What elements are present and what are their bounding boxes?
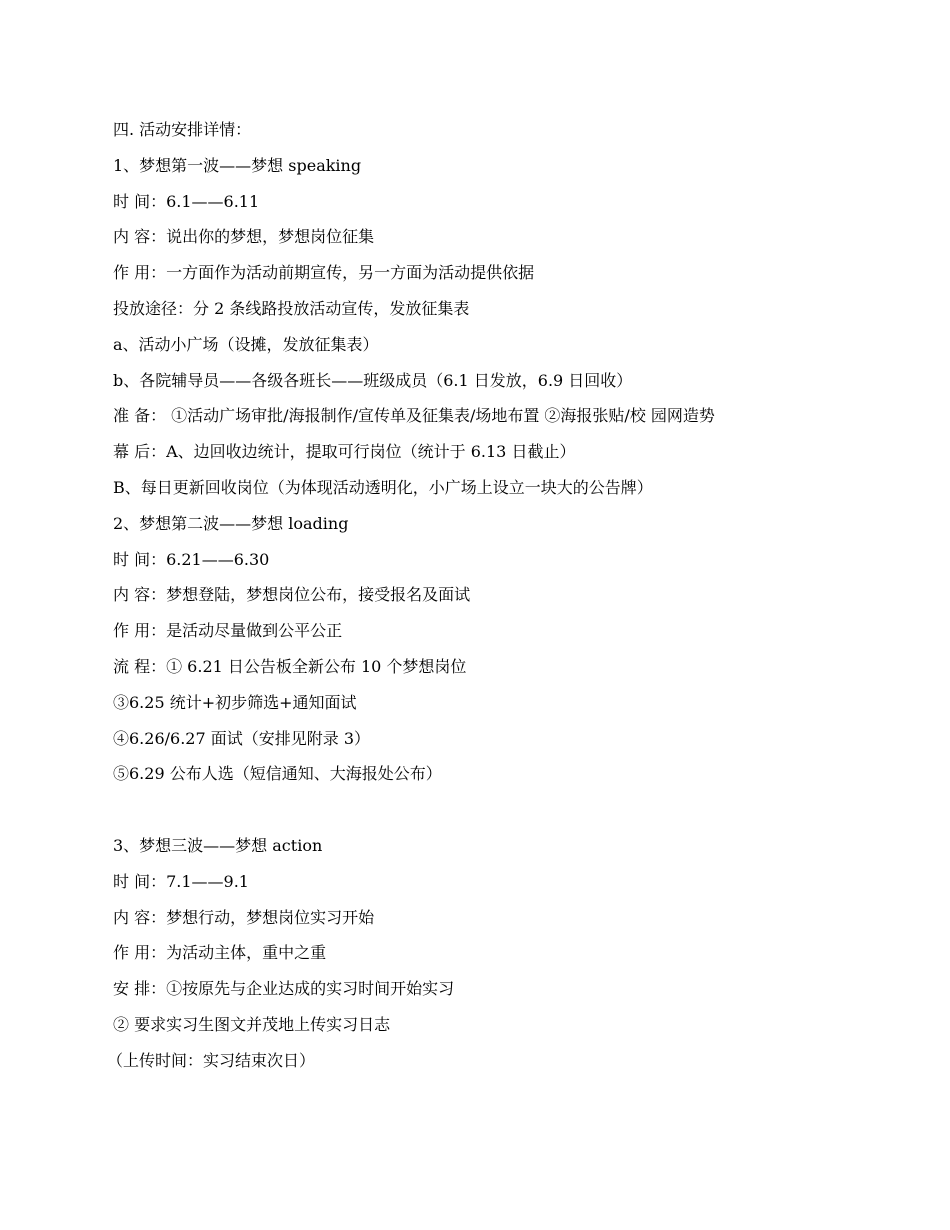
phase-2-time: 时 间：6.21——6.30 bbox=[113, 549, 270, 569]
phase-2-process-1: 流 程：① 6.21 日公告板全新公布 10 个梦想岗位 bbox=[113, 656, 467, 676]
phase-1-backstage-b: B、每日更新回收岗位（为体现活动透明化，小广场上设立一块大的公告牌） bbox=[113, 477, 653, 497]
phase-1-content: 内 容：说出你的梦想，梦想岗位征集 bbox=[113, 227, 375, 247]
phase-2-title: 2、梦想第二波——梦想 loading bbox=[113, 513, 349, 533]
phase-1-time: 时 间：6.1——6.11 bbox=[113, 191, 260, 211]
phase-1-purpose: 作 用：一方面作为活动前期宣传，另一方面为活动提供依据 bbox=[113, 263, 535, 283]
blank-line bbox=[113, 792, 913, 828]
phase-2-process-5: ⑤6.29 公布人选（短信通知、大海报处公布） bbox=[113, 764, 442, 784]
phase-3-content: 内 容：梦想行动，梦想岗位实习开始 bbox=[113, 907, 375, 927]
phase-3-upload-time: （上传时间：实习结束次日） bbox=[107, 1050, 316, 1070]
document-body bbox=[107, 112, 913, 1079]
phase-2-process-3: ③6.25 统计+初步筛选+通知面试 bbox=[113, 692, 357, 712]
phase-1-title: 1、梦想第一波——梦想 speaking bbox=[113, 155, 362, 175]
phase-3-title: 3、梦想三波——梦想 action bbox=[113, 835, 323, 855]
phase-1-channel-a: a、活动小广场（设摊，发放征集表） bbox=[113, 334, 379, 354]
phase-2-purpose: 作 用：是活动尽量做到公平公正 bbox=[113, 621, 343, 641]
phase-1-channel-b: b、各院辅导员——各级各班长——班级成员（6.1 日发放，6.9 日回收） bbox=[113, 370, 633, 390]
section-heading: 四. 活动安排详情： bbox=[113, 120, 252, 139]
phase-3-purpose: 作 用：为活动主体，重中之重 bbox=[113, 943, 327, 963]
phase-1-backstage-a: 幕 后：A、边回收边统计，提取可行岗位（统计于 6.13 日截止） bbox=[113, 442, 576, 462]
phase-1-preparation: 准 备： ①活动广场审批/海报制作/宣传单及征集表/场地布置 ②海报张贴/校 园网造势 bbox=[113, 406, 715, 426]
phase-1-channels: 投放途径：分 2 条线路投放活动宣传，发放征集表 bbox=[113, 298, 470, 318]
phase-2-content: 内 容：梦想登陆，梦想岗位公布，接受报名及面试 bbox=[113, 585, 471, 605]
phase-3-arrangement-1: 安 排：①按原先与企业达成的实习时间开始实习 bbox=[113, 979, 455, 999]
phase-3-arrangement-2: ② 要求实习生图文并茂地上传实习日志 bbox=[113, 1014, 391, 1034]
phase-2-process-4: ④6.26/6.27 面试（安排见附录 3） bbox=[113, 728, 370, 748]
phase-3-time: 时 间：7.1——9.1 bbox=[113, 871, 249, 891]
